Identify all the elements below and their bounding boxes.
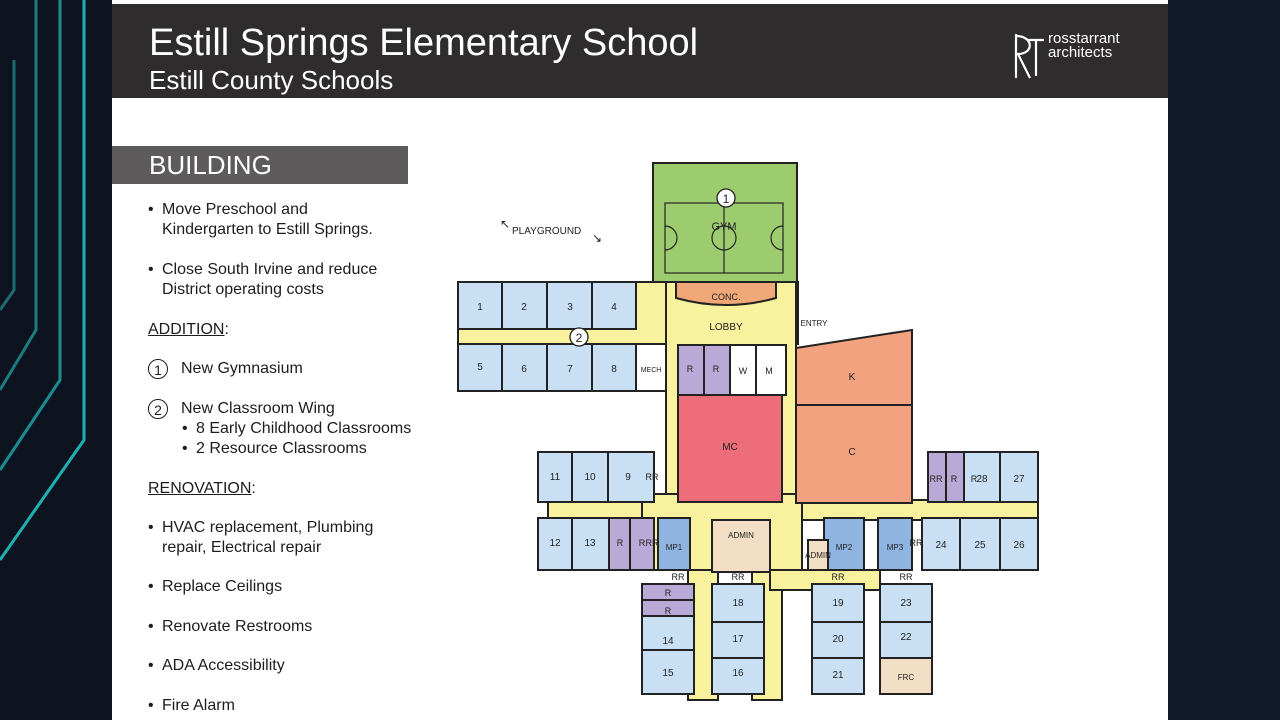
- room-number-2: 2: [521, 302, 527, 313]
- number-circle-icon: 2: [148, 399, 168, 419]
- slide: [112, 0, 1168, 720]
- number-circle-icon: 1: [148, 359, 168, 379]
- frc-label: FRC: [897, 673, 915, 682]
- bullet-text: Renovate Restrooms: [162, 618, 313, 635]
- classroom-wing-lower: [642, 584, 932, 694]
- section-header: [112, 146, 408, 184]
- room-number-24: 24: [935, 540, 947, 551]
- room-number-26: 26: [1013, 540, 1025, 551]
- entry-label: ENTRY: [800, 319, 828, 328]
- rr-label: RR: [899, 572, 913, 582]
- bullet-glyph: •: [148, 261, 154, 278]
- playground-arrow-left-icon: ↖: [500, 217, 511, 231]
- title-banner: [112, 4, 1168, 98]
- room-number-18: 18: [732, 598, 744, 609]
- r-label: R: [712, 364, 720, 374]
- bullet-glyph: •: [182, 440, 188, 457]
- room-number-1: 1: [477, 302, 483, 313]
- bullet-glyph: •: [182, 420, 188, 437]
- room-number-5: 5: [477, 362, 483, 373]
- c-label: C: [848, 447, 856, 458]
- room-number-7: 7: [567, 364, 573, 375]
- gym-label: GYM: [711, 221, 737, 233]
- bullet-text: ADA Accessibility: [162, 657, 285, 674]
- rr-label: RR: [645, 472, 659, 482]
- sub-bullet-text: 8 Early Childhood Classrooms: [196, 420, 412, 437]
- bullet-text: repair, Electrical repair: [162, 539, 322, 556]
- sub-bullet-text: 2 Resource Classrooms: [196, 440, 367, 457]
- heading-colon: :: [224, 321, 229, 338]
- room-number-13: 13: [584, 538, 596, 549]
- bullet-text: Replace Ceilings: [162, 578, 283, 595]
- admin-label: ADMIN: [728, 531, 754, 540]
- marker-2-label: 2: [575, 331, 583, 345]
- room-number-14: 14: [662, 636, 674, 647]
- bullet-glyph: •: [148, 578, 154, 595]
- lobby-label: LOBBY: [709, 322, 743, 333]
- mc-label: MC: [722, 442, 738, 453]
- section-title: BUILDING: [149, 150, 272, 180]
- r-label: R: [950, 474, 958, 484]
- room-number-12: 12: [549, 538, 561, 549]
- room-number-6: 6: [521, 364, 527, 375]
- admin-label: ADMIN: [805, 551, 831, 560]
- room-number-25: 25: [974, 540, 986, 551]
- m-label: M: [765, 366, 773, 376]
- playground-label: PLAYGROUND: [512, 226, 582, 237]
- room-number-15: 15: [662, 668, 674, 679]
- kindergarten: [796, 330, 912, 405]
- playground-arrow-right-icon: ↘: [592, 231, 603, 245]
- conc-label: CONC.: [711, 292, 741, 302]
- marker-1-label: 1: [722, 192, 730, 206]
- page-subtitle: Estill County Schools: [149, 65, 394, 95]
- addition-heading: [148, 320, 229, 340]
- r-label: R: [970, 474, 978, 484]
- company-logo: [1012, 30, 1152, 84]
- room-number-19: 19: [832, 598, 844, 609]
- room-number-11: 11: [549, 472, 561, 483]
- renovation-heading-text: RENOVATION: [148, 480, 252, 497]
- logo-text-line2: architects: [1048, 44, 1113, 61]
- mp1-label: MP1: [665, 543, 683, 552]
- addition-heading-text: ADDITION: [148, 321, 225, 338]
- room-number-17: 17: [732, 634, 744, 645]
- k-label: K: [848, 372, 856, 383]
- room-number-3: 3: [567, 302, 573, 313]
- room-number-21: 21: [832, 670, 844, 681]
- r-label: R: [616, 538, 624, 548]
- r-label: R: [664, 588, 672, 598]
- logo-text-line1: rosstarrant: [1048, 30, 1120, 47]
- room-number-9: 9: [625, 472, 631, 483]
- room-number-4: 4: [611, 302, 617, 313]
- logo-mark-icon: [1012, 30, 1048, 82]
- bullet-text: Close South Irvine and reduce: [162, 261, 378, 278]
- mp2-label: MP2: [835, 543, 853, 552]
- bullet-glyph: •: [148, 201, 154, 218]
- room-number-20: 20: [832, 634, 844, 645]
- rr-label: RR: [929, 474, 943, 484]
- r-label: R: [664, 606, 672, 616]
- room-number-8: 8: [611, 364, 617, 375]
- w-label: W: [738, 366, 748, 376]
- mech-label: MECH: [640, 367, 662, 374]
- gym: [653, 163, 797, 282]
- rr-label: RR: [831, 572, 845, 582]
- mp3-label: MP3: [886, 543, 904, 552]
- heading-colon: :: [251, 480, 256, 497]
- floor-plan: [452, 150, 1052, 710]
- page-title: Estill Springs Elementary School: [149, 22, 699, 64]
- bullet-glyph: •: [148, 697, 154, 714]
- addition-item-label: New Classroom Wing: [181, 400, 335, 417]
- room-number-22: 22: [900, 632, 912, 643]
- bullet-text: Kindergarten to Estill Springs.: [162, 221, 373, 238]
- room-number-28: 28: [976, 474, 988, 485]
- addition-item-label: New Gymnasium: [181, 360, 303, 377]
- rr-label: RR: [731, 572, 745, 582]
- rr-label: RR: [671, 572, 685, 582]
- renovation-heading: [148, 479, 256, 499]
- room-number-27: 27: [1013, 474, 1025, 485]
- admin-center: [712, 520, 770, 572]
- bullet-text: HVAC replacement, Plumbing: [162, 519, 374, 536]
- bullet-text: Fire Alarm: [162, 697, 235, 714]
- r-label: R: [638, 538, 646, 548]
- room-number-23: 23: [900, 598, 912, 609]
- rr-label: RR: [909, 538, 923, 548]
- bullet-text: Move Preschool and: [162, 201, 308, 218]
- bullet-text: District operating costs: [162, 281, 324, 298]
- bullet-glyph: •: [148, 618, 154, 635]
- bullet-glyph: •: [148, 519, 154, 536]
- room-number-16: 16: [732, 668, 744, 679]
- bullet-glyph: •: [148, 657, 154, 674]
- rr-label: RR: [645, 538, 659, 548]
- r-label: R: [686, 364, 694, 374]
- room-number-10: 10: [584, 472, 596, 483]
